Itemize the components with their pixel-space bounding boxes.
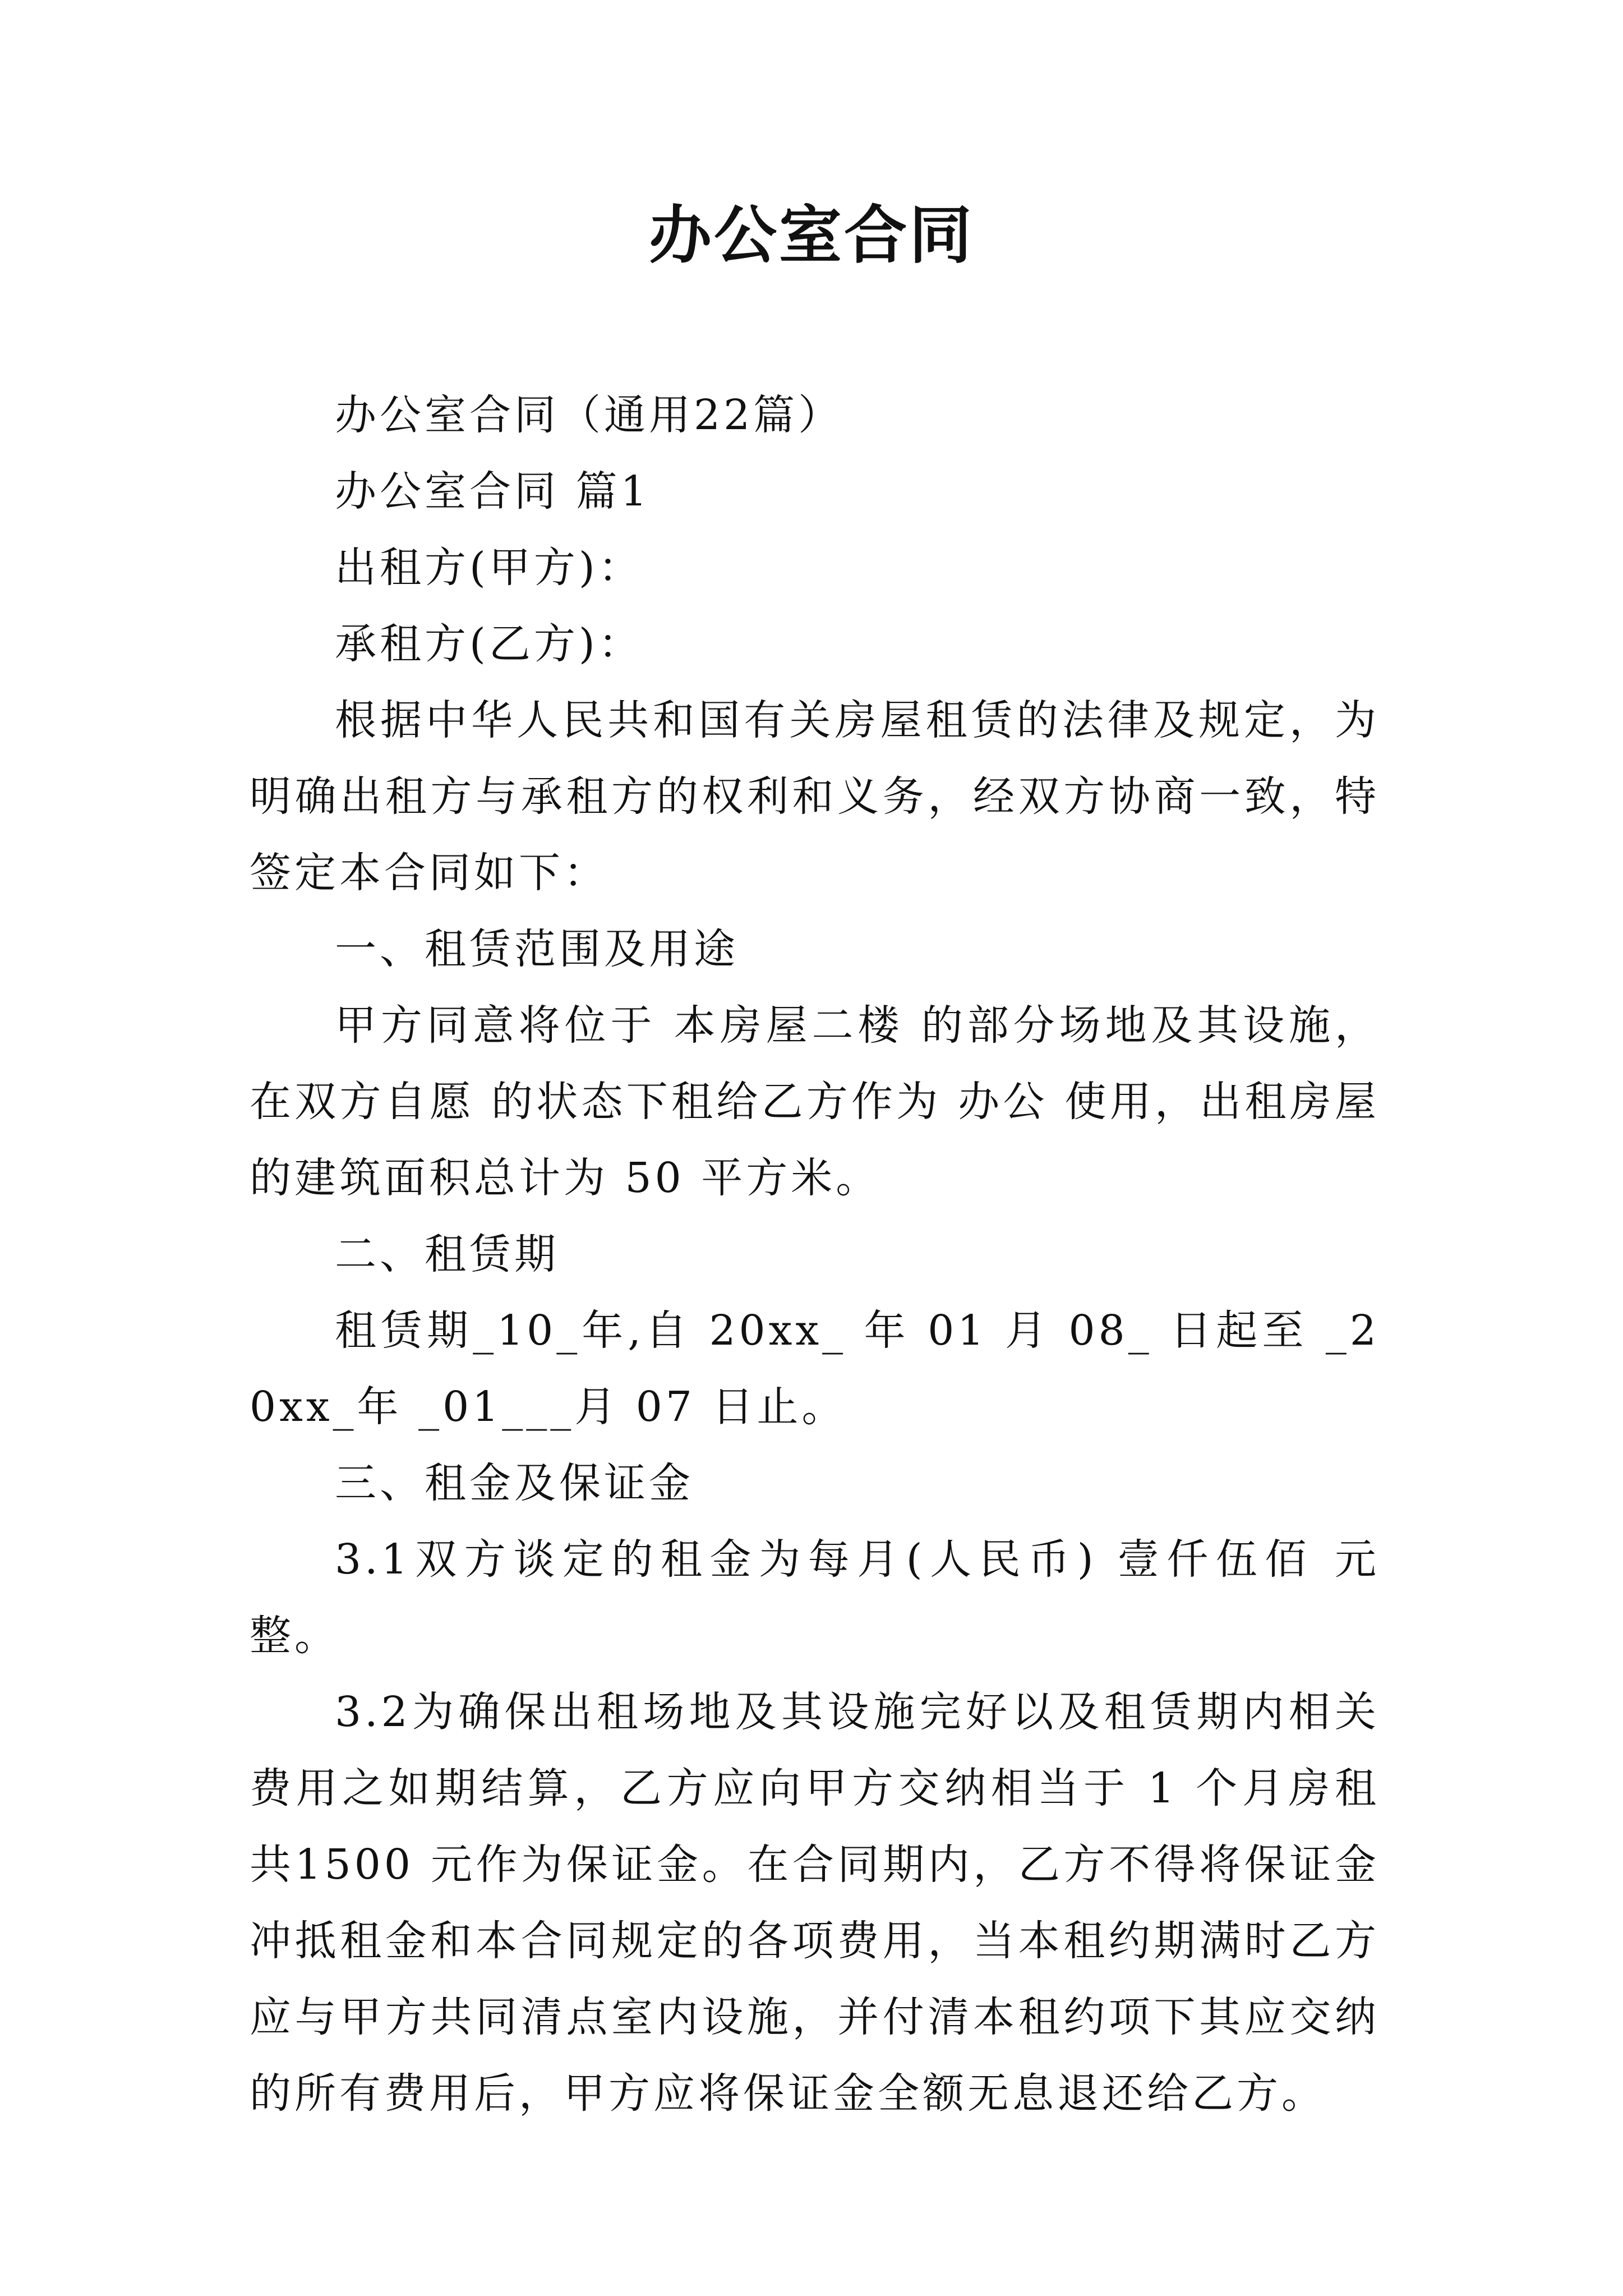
- paragraph-clause-3-1: 3.1双方谈定的租金为每月(人民币) 壹仟伍佰 元整。: [250, 1535, 1380, 1660]
- paragraph-clause-2: 租赁期_10_年,自 20xx_ 年 01 月 08_ 日起至 _20xx_年 _01___月 07 日止。: [250, 1306, 1380, 1431]
- paragraph-lessor: 出租方(甲方)：: [335, 544, 643, 592]
- paragraph-clause-1: 甲方同意将位于 本房屋二楼 的部分场地及其设施，在双方自愿 的状态下租给乙方作为 办公 使用，出租房屋的建筑面积总计为 50 平方米。: [250, 1001, 1380, 1202]
- document-title: 办公室合同: [649, 199, 974, 272]
- paragraph-clause-3-2: 3.2为确保出租场地及其设施完好以及租赁期内相关费用之如期结算，乙方应向甲方交纳相当于 1 个月房租共1500 元作为保证金。在合同期内，乙方不得将保证金冲抵租金和本合同规定的各项费用，当本租约期满时乙方应与甲方共同清点室内设施，并付清本租约项下其应交纳的所有费用后，甲方应将保证金全额无息退还给乙方。: [250, 1688, 1380, 2118]
- paragraph-preamble: 根据中华人民共和国有关房屋租赁的法律及规定，为明确出租方与承租方的权利和义务，经双方协商一致，特签定本合同如下：: [250, 696, 1380, 897]
- paragraph-lessee: 承租方(乙方)：: [335, 620, 643, 668]
- paragraph-subtitle: 办公室合同（通用22篇）: [335, 391, 843, 439]
- paragraph-clause-heading-2: 二、租赁期: [335, 1230, 559, 1278]
- paragraph-clause-heading-1: 一、租赁范围及用途: [335, 925, 739, 973]
- paragraph-section-heading: 办公室合同 篇1: [335, 467, 651, 516]
- paragraph-clause-heading-3: 三、租金及保证金: [335, 1459, 694, 1507]
- document-body: [250, 377, 1380, 2132]
